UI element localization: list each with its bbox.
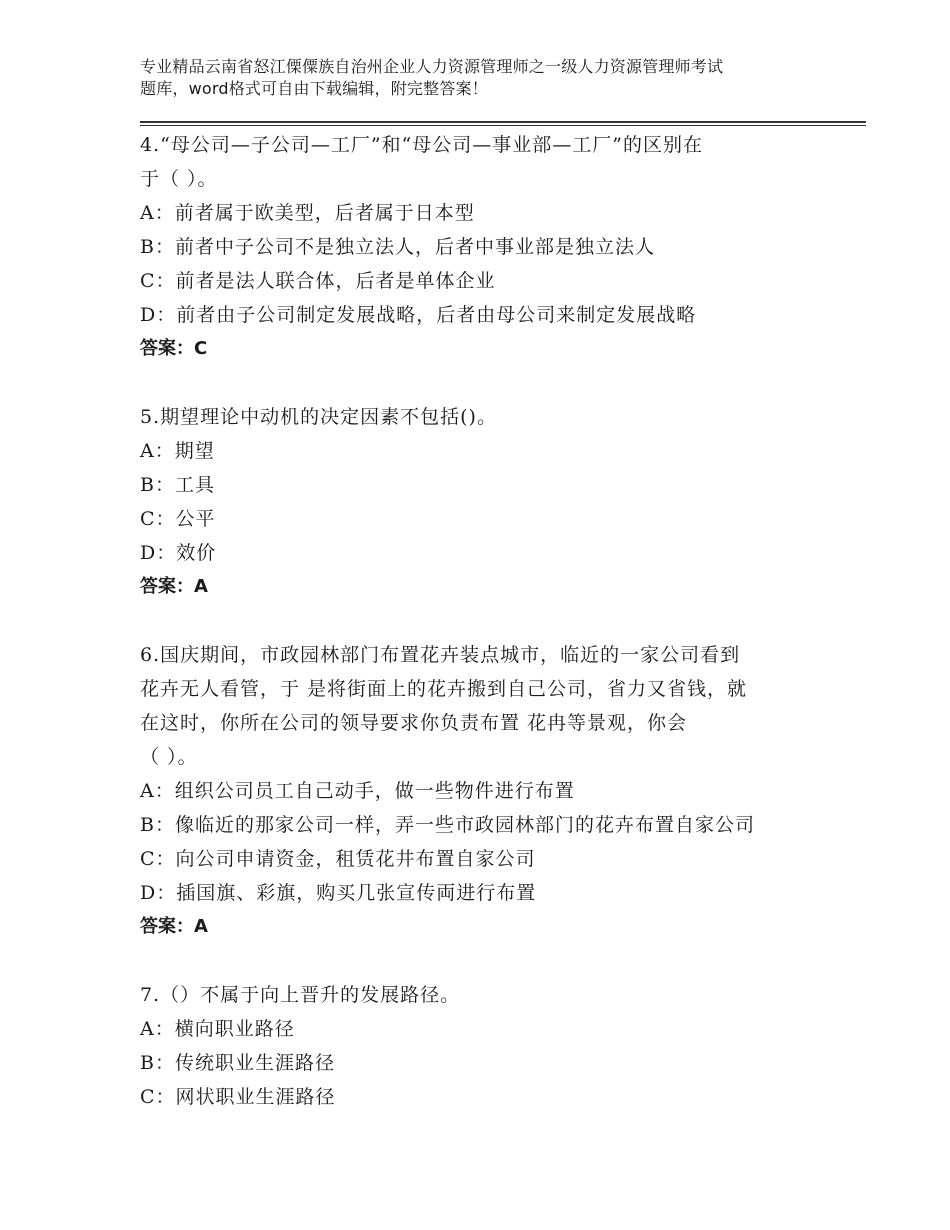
question-stem-line: 4.“母公司—子公司—工厂”和“母公司—事业部—工厂”的区别在 (140, 134, 703, 156)
answer-label: 答案：C (140, 338, 208, 359)
option-b: B：像临近的那家公司一样，弄一些市政园林部门的花卉布置自家公司 (140, 814, 755, 836)
option-c: C：前者是法人联合体，后者是单体企业 (140, 270, 496, 292)
option-c: C：网状职业生涯路径 (140, 1086, 336, 1108)
answer-label: 答案：A (140, 576, 208, 597)
question-6 (140, 638, 840, 944)
question-stem-line: 在这时，你所在公司的领导要求你负责布置 花冉等景观，你会 (140, 712, 688, 734)
question-stem-line: 于（ ）。 (140, 168, 218, 190)
option-c: C：公平 (140, 508, 216, 530)
question-stem-line: 6.国庆期间，市政园林部门布置花卉装点城市，临近的一家公司看到 (140, 644, 741, 666)
question-stem-line: 花卉无人看管，于 是将街面上的花卉搬到自己公司，省力又省钱，就 (140, 678, 748, 700)
question-4 (140, 128, 840, 366)
question-spacer (140, 366, 840, 400)
option-a: A：组织公司员工自己动手，做一些物件进行布置 (140, 780, 575, 802)
option-a: A：横向职业路径 (140, 1018, 295, 1040)
question-stem-line: 5.期望理论中动机的决定因素不包括()。 (140, 406, 497, 428)
header-divider-thick (140, 121, 866, 123)
option-d: D：前者由子公司制定发展战略，后者由母公司来制定发展战略 (140, 304, 697, 326)
question-list (140, 128, 840, 1114)
question-7 (140, 978, 840, 1114)
option-b: B：工具 (140, 474, 215, 496)
question-stem-line: （ ）。 (140, 746, 198, 768)
header-divider-thin (140, 125, 866, 126)
answer-label: 答案：A (140, 916, 208, 937)
option-a: A：前者属于欧美型，后者属于日本型 (140, 202, 475, 224)
option-d: D：插国旗、彩旗，购买几张宣传両进行布置 (140, 882, 537, 904)
option-a: A：期望 (140, 440, 215, 462)
option-b: B：前者中子公司不是独立法人，后者中事业部是独立法人 (140, 236, 655, 258)
option-b: B：传统职业生涯路径 (140, 1052, 335, 1074)
question-5 (140, 400, 840, 604)
option-d: D：效价 (140, 542, 217, 564)
header-title-line-1: 专业精品云南省怒江傈僳族自治州企业人力资源管理师之一级人力资源管理师考试 (140, 57, 724, 76)
header-title-line-2: 题库，word格式可自由下载编辑，附完整答案！ (140, 79, 488, 98)
option-c: C：向公司申请资金，租赁花井布置自家公司 (140, 848, 536, 870)
document-header (140, 56, 840, 100)
question-spacer (140, 944, 840, 978)
question-spacer (140, 604, 840, 638)
question-stem-line: 7.（）不属于向上晋升的发展路径。 (140, 984, 461, 1006)
